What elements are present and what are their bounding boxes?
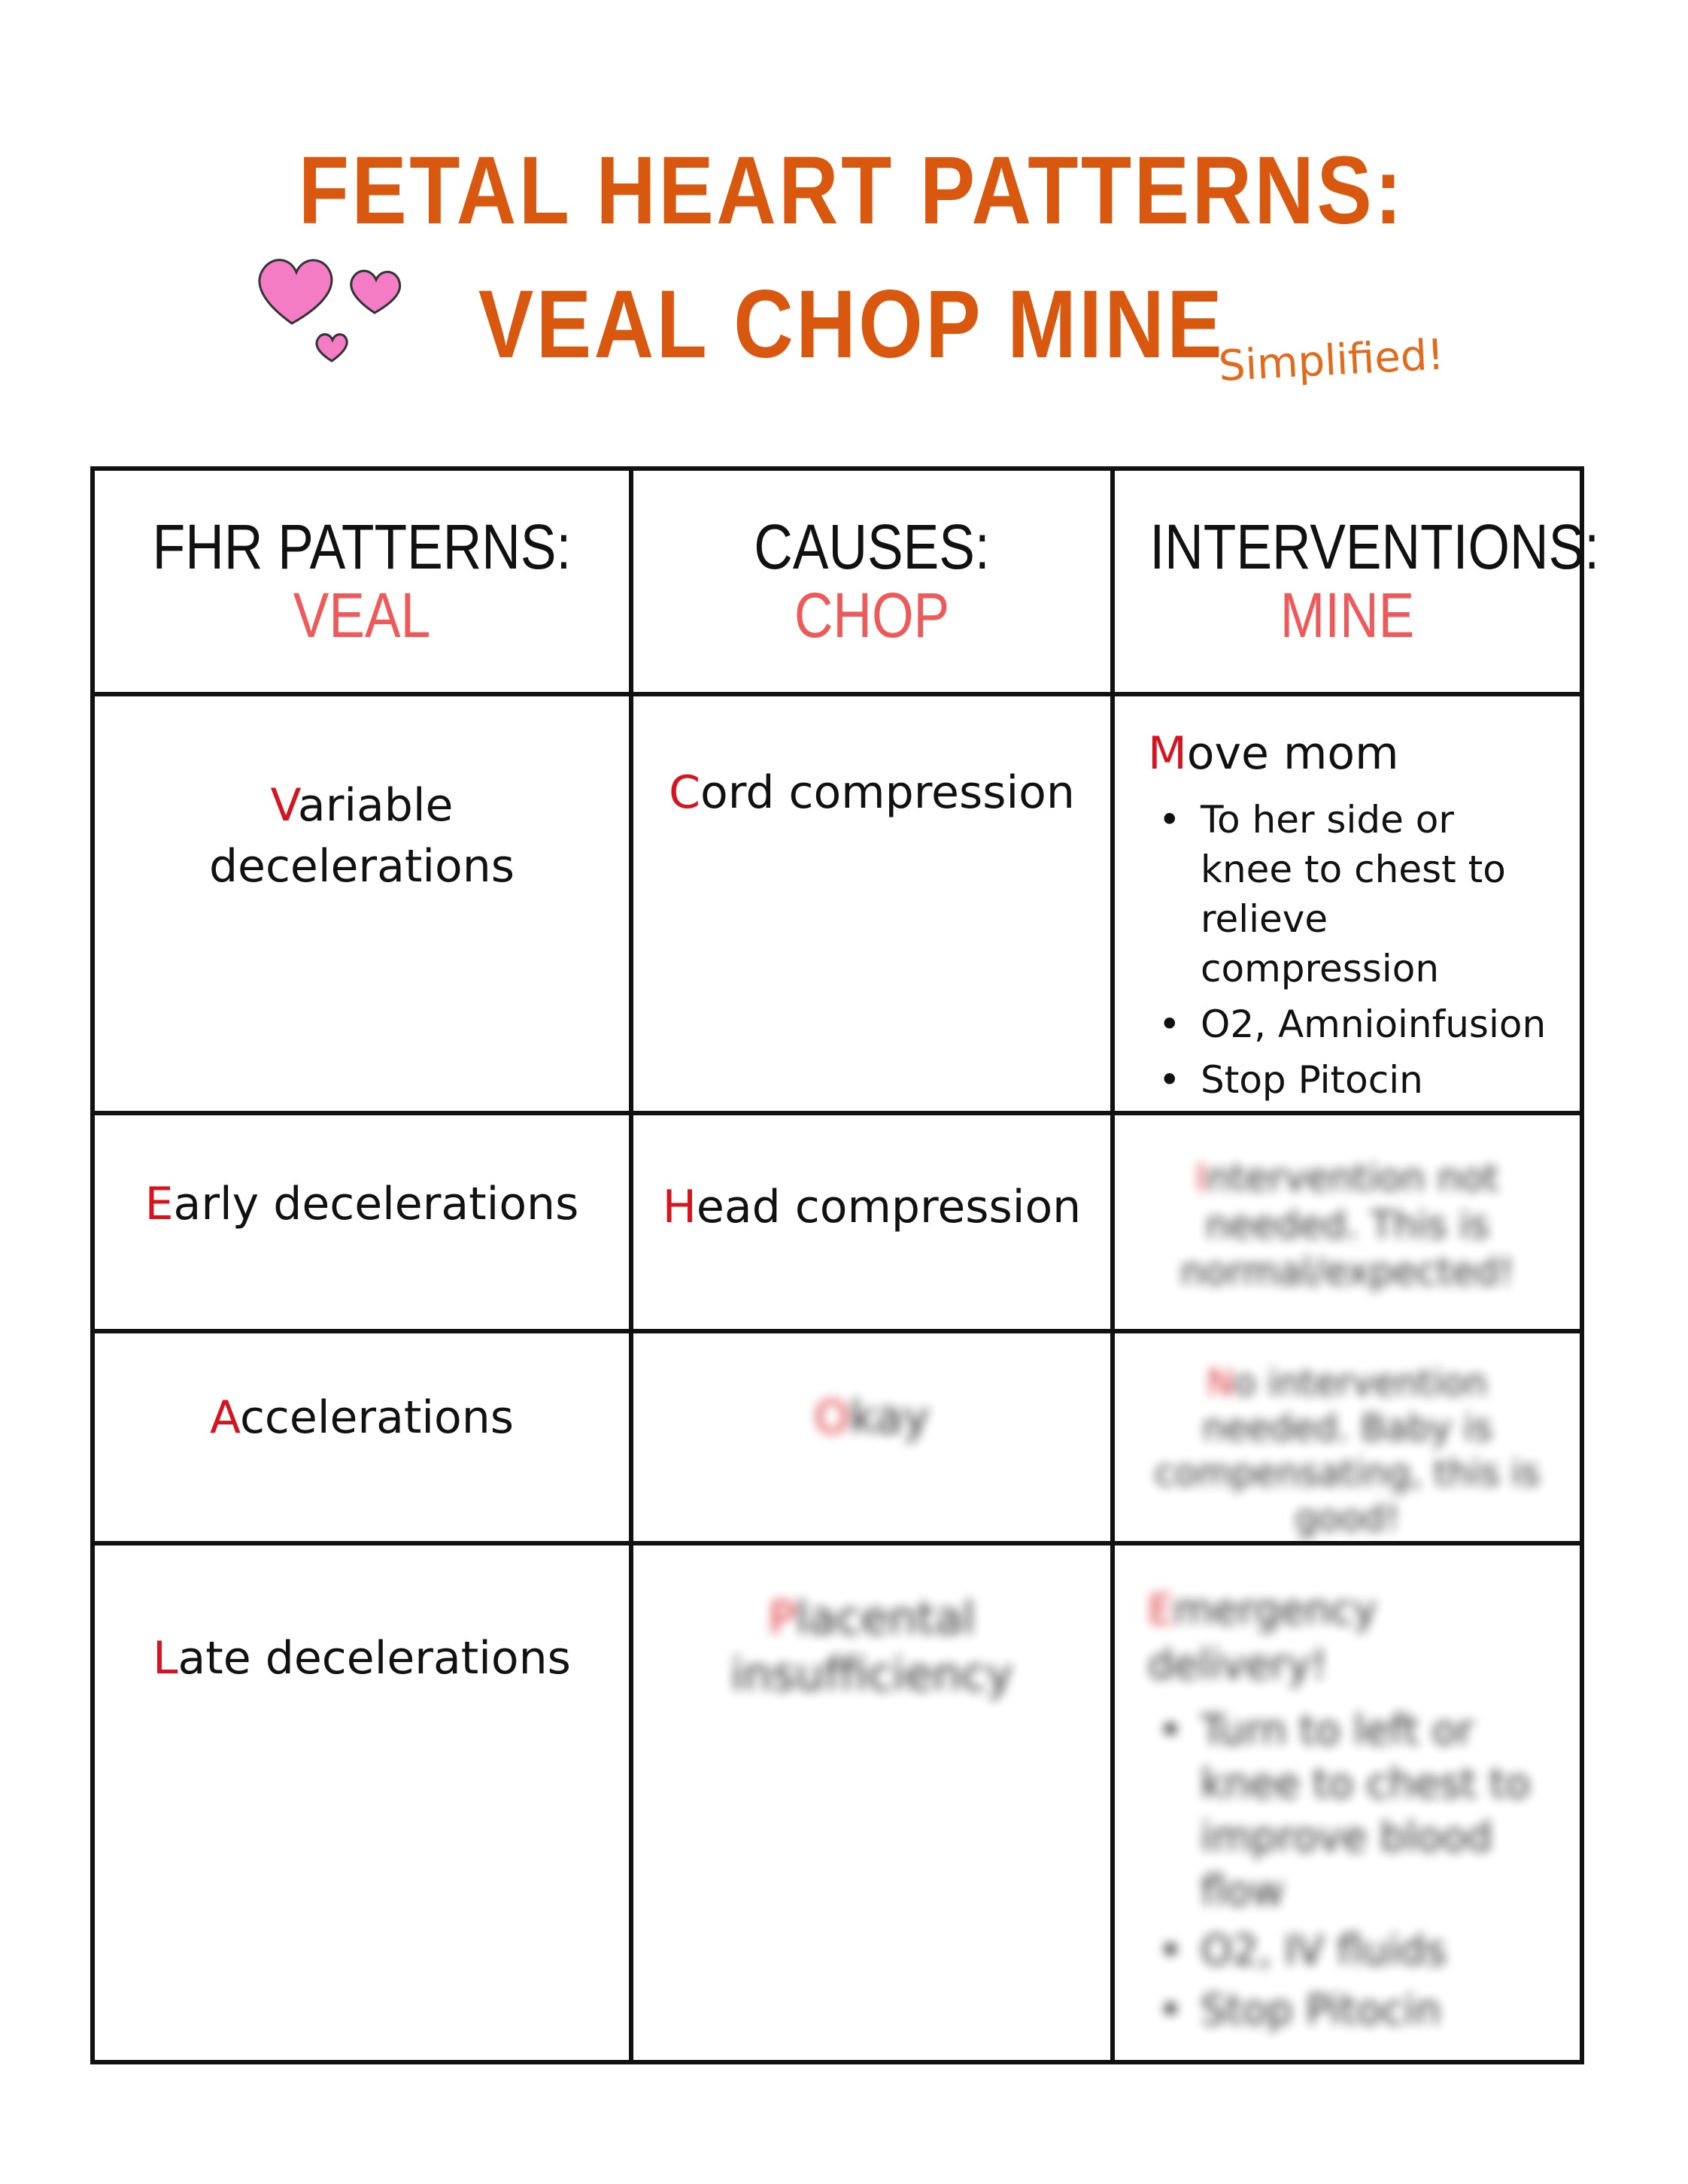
mnemonic-initial: N [1207,1362,1234,1404]
intervention-title [1148,1583,1557,1693]
intervention-title [1148,723,1557,784]
intervention-rest: ove mom [1186,727,1399,780]
cause-cell [631,1113,1113,1331]
mnemonic-initial: P [768,1592,796,1645]
cause-text-blurred [633,1333,1110,1448]
pattern-text [95,1333,629,1448]
header-label: CAUSES: [754,511,990,583]
cause-cell [631,1331,1113,1543]
page-title-line-1: FETAL HEART PATTERNS: [298,137,1405,244]
pattern-cell [93,1543,631,2062]
mnemonic-initial: I [1195,1156,1207,1200]
table-header-row [93,469,1582,694]
mnemonic-initial: M [1148,727,1187,780]
hearts-icon [254,248,412,372]
intervention-rest: ntervention not needed. This is normal/expected! [1180,1156,1514,1294]
table-row [93,694,1582,1113]
header-fhr-patterns [93,469,631,694]
intervention-bullets [1148,795,1557,1105]
pattern-rest: ariable decelerations [208,779,515,893]
cause-text [633,696,1110,824]
cause-text [633,1115,1110,1238]
header-label: INTERVENTIONS: [1149,511,1600,583]
table-row [93,1331,1582,1543]
cause-text-blurred [633,1545,1110,1703]
pattern-cell [93,694,631,1113]
cause-rest: ead compression [696,1181,1082,1233]
veal-chop-mine-table [90,466,1600,2064]
intervention-text-blurred [1115,1333,1580,1541]
list-item: • Stop Pitocin [1148,1055,1557,1105]
list-item: • Stop Pitocin [1148,1983,1557,2037]
mnemonic-initial: L [153,1632,178,1685]
pattern-cell [93,1113,631,1331]
intervention-block-blurred [1115,1545,1580,2037]
cause-rest: lacental insufficiency [730,1592,1013,1701]
intervention-cell [1113,1543,1582,2062]
cause-cell [631,694,1113,1113]
intervention-cell [1113,1113,1582,1331]
cause-rest: ord compression [700,766,1075,819]
cause-rest: kay [849,1391,930,1444]
mnemonic-initial: H [662,1181,697,1233]
list-item: • To her side or knee to chest to relieve compression [1148,795,1557,993]
pattern-text [95,1115,629,1235]
mnemonic-initial: O [814,1391,850,1444]
intervention-cell [1113,1331,1582,1543]
header-acronym: VEAL [293,580,431,651]
mnemonic-initial: E [1148,1586,1174,1633]
mnemonic-initial: V [270,779,298,832]
pattern-rest: ate decelerations [178,1632,571,1685]
intervention-cell [1113,694,1582,1113]
pattern-text [95,696,629,897]
table-row [93,1543,1582,2062]
intervention-rest: o intervention needed. Baby is compensating, this is good! [1154,1362,1541,1539]
intervention-text-blurred [1115,1115,1580,1296]
mnemonic-initial: C [669,766,700,819]
pattern-rest: arly decelerations [173,1178,579,1230]
header-causes [631,469,1113,694]
simplified-note: Simplified! [1217,330,1446,391]
header-label: FHR PATTERNS: [152,511,572,583]
pattern-rest: ccelerations [239,1391,515,1444]
pattern-cell [93,1331,631,1543]
header-acronym: MINE [1280,580,1415,651]
list-item: • O2, IV fluids [1148,1924,1557,1977]
header-interventions [1113,469,1600,694]
table-row [93,1113,1582,1331]
list-item: • Turn to left or knee to chest to improve blood flow [1148,1703,1557,1918]
page-title-line-2: VEAL CHOP MINE [478,271,1225,378]
mnemonic-initial: E [144,1178,174,1230]
intervention-bullets [1148,1703,1557,2037]
pattern-text [95,1545,629,1689]
mnemonic-initial: A [209,1391,240,1444]
header-acronym: CHOP [794,580,950,651]
intervention-rest: mergency delivery! [1148,1586,1377,1688]
list-item: • O2, Amnioinfusion [1148,999,1557,1049]
cause-cell [631,1543,1113,2062]
